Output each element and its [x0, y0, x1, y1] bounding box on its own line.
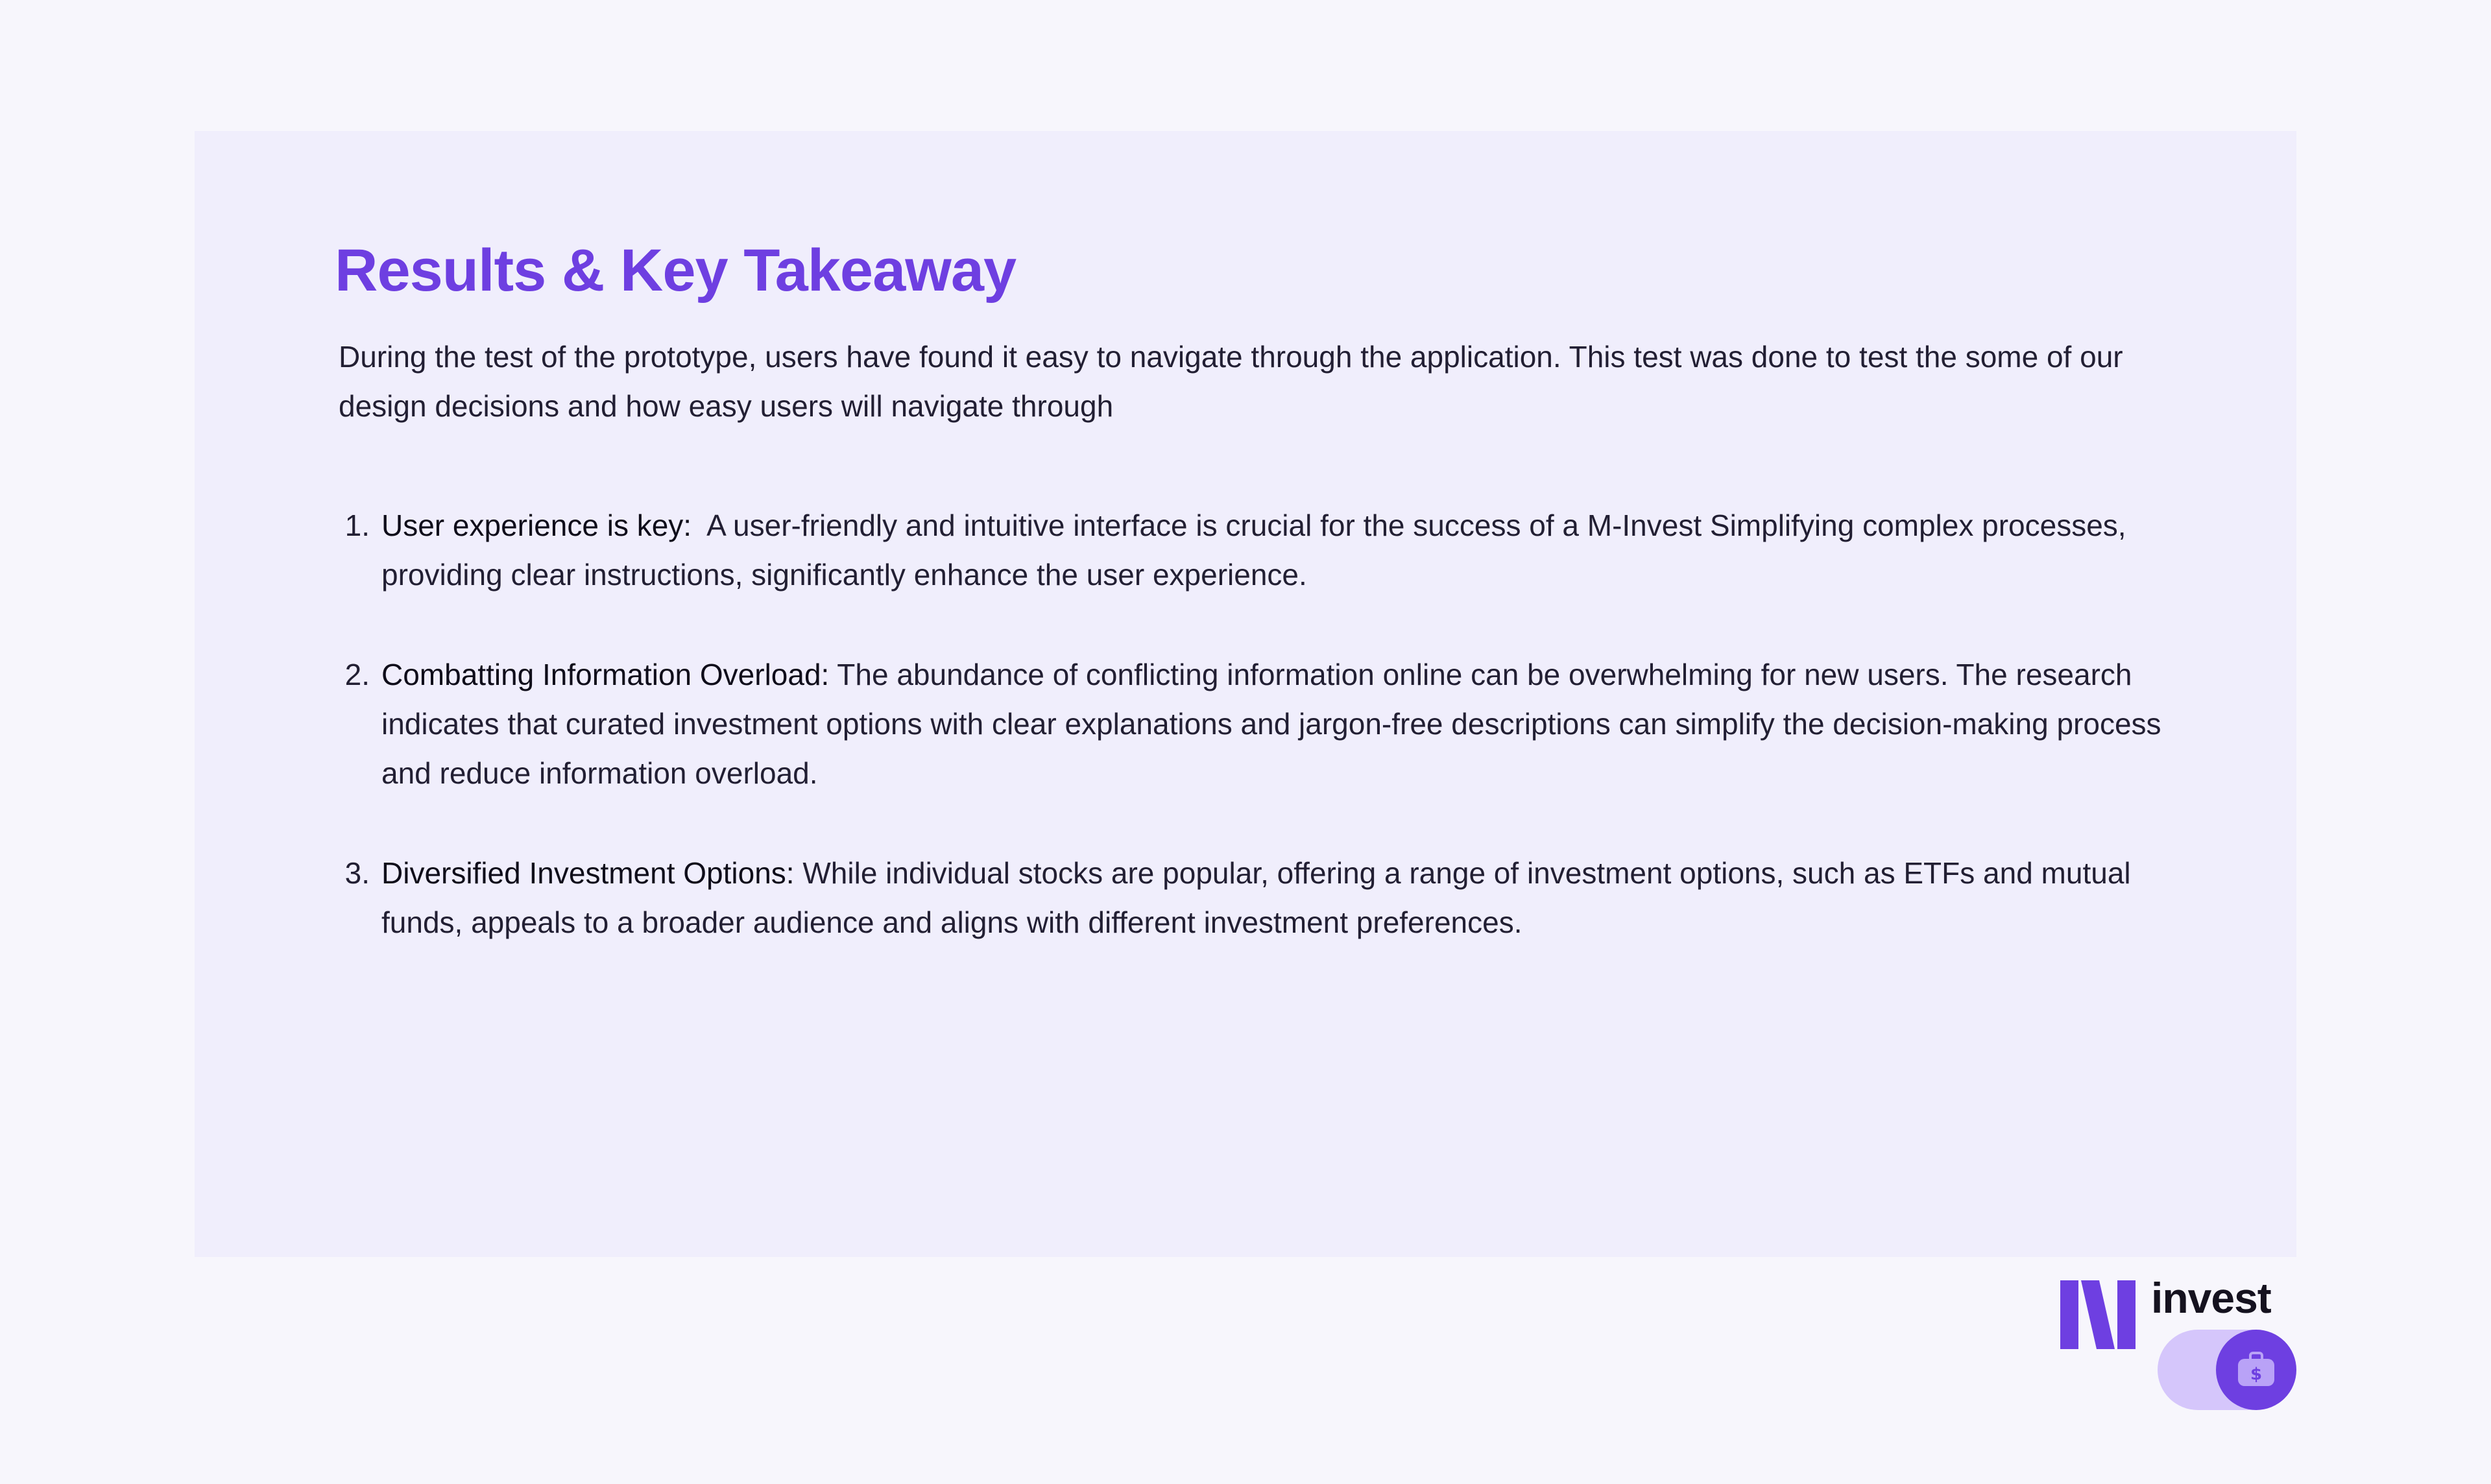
list-item-heading: Diversified Investment Options: — [381, 856, 795, 891]
list-item — [344, 650, 2177, 798]
page-title: Results & Key Takeaway — [335, 237, 1017, 304]
list-item — [344, 501, 2177, 599]
briefcase-dollar-icon — [2236, 1351, 2276, 1389]
list-item-text: A user-friendly and intuitive interface is crucial for the success of a M-Invest Simplifying complex processes, providing clear instructions, significantly enhance the user experience. — [381, 509, 2126, 592]
takeaway-list — [335, 501, 2177, 947]
list-item-number: 3. — [344, 856, 370, 891]
logo-toggle-knob — [2216, 1330, 2296, 1410]
svg-text:$: $ — [2250, 1365, 2263, 1384]
intro-paragraph: During the test of the prototype, users have found it easy to navigate through the application. This test was done to test the some of our design decisions and how easy users will navigate through — [339, 340, 2123, 424]
list-item-text: While individual stocks are popular, offering a range of investment options, such as ETFs and mutual funds, appeals to a broader audience and aligns with different investment preferences. — [381, 856, 2131, 940]
list-item — [344, 848, 2177, 947]
list-item-heading: User experience is key: — [381, 509, 692, 543]
list-item-number: 2. — [344, 658, 370, 692]
minvest-logo — [2060, 1274, 2296, 1410]
list-item-heading: Combatting Information Overload: — [381, 658, 830, 692]
list-item-number: 1. — [344, 509, 370, 543]
list-item-text: The abundance of conflicting information online can be overwhelming for new users. The research indicates that curated investment options with clear explanations and jargon-free descriptions can simplify the decision-making process and reduce information overload. — [381, 658, 2161, 791]
slide-content — [335, 235, 2177, 998]
logo-m-icon — [2060, 1279, 2147, 1350]
logo-wordmark: invest — [2151, 1274, 2271, 1322]
content-panel — [195, 131, 2296, 1257]
